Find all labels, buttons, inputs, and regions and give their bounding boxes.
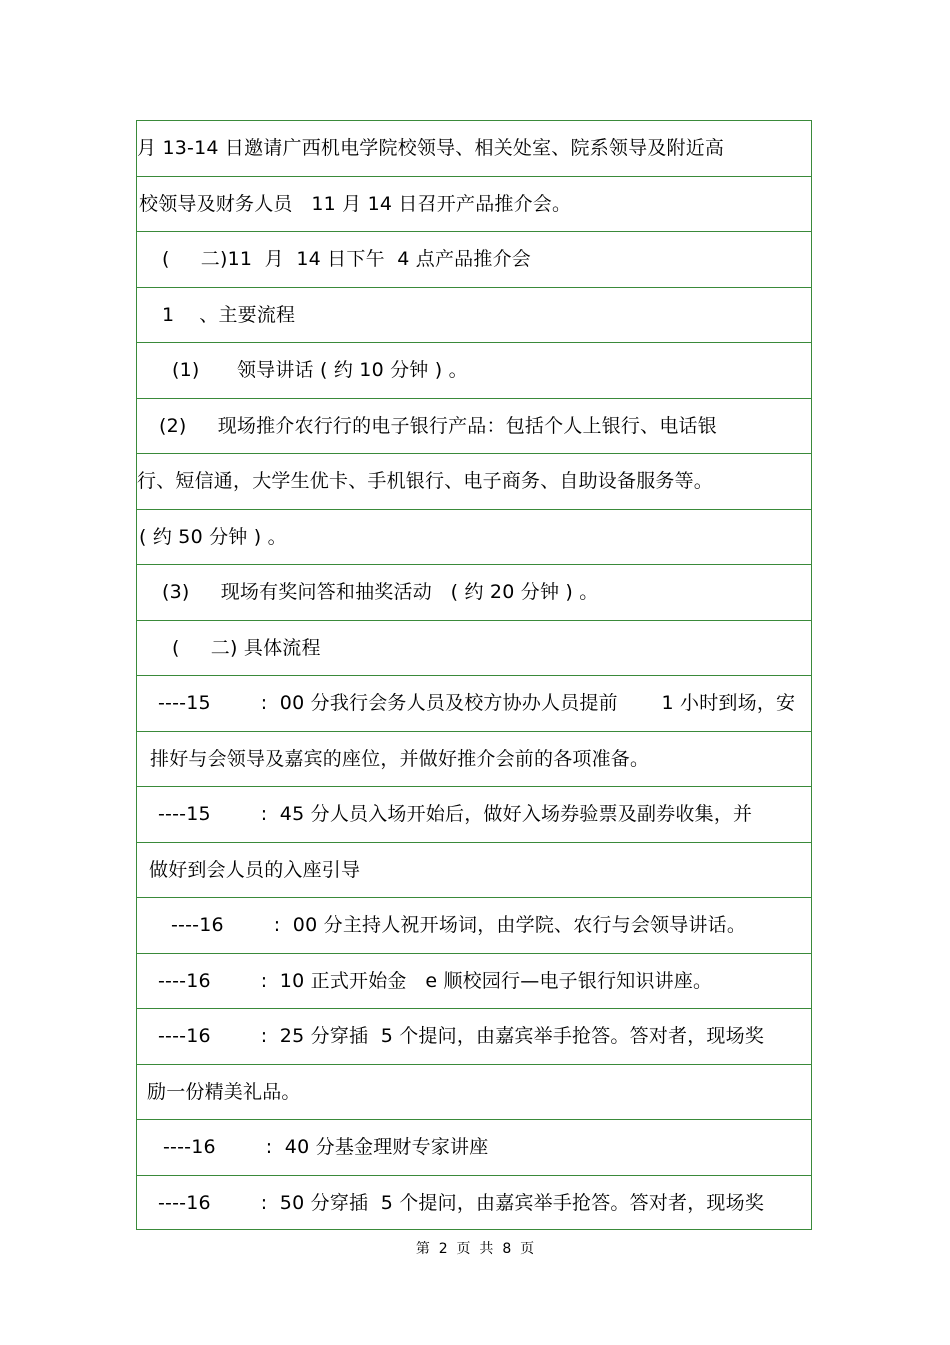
table-row [137, 621, 811, 677]
row-text: 校领导及财务人员 11 月 14 日召开产品推介会。 [139, 192, 572, 215]
row-text: ----16 : 10 正式开始金 e 顺校园行—电子银行知识讲座。 [158, 969, 713, 992]
row-text: ----15 : 45 分人员入场开始后，做好入场券验票及副券收集，并 [158, 803, 753, 826]
table-row [137, 121, 811, 177]
table-row [137, 898, 811, 954]
table-row [137, 232, 811, 288]
row-text: 做好到会人员的入座引导 [149, 858, 361, 881]
row-text: 行、短信通，大学生优卡、手机银行、电子商务、自助设备服务等。 [137, 470, 714, 493]
table-row [137, 1065, 811, 1121]
row-text: ( 约 50 分钟 ) 。 [139, 525, 287, 548]
row-text: 月 13-14 日邀请广西机电学院校领导、相关处室、院系领导及附近高 [137, 137, 725, 160]
row-text: ( 二) 具体流程 [172, 636, 321, 659]
table-row [137, 787, 811, 843]
table-row [137, 1120, 811, 1176]
row-text: 排好与会领导及嘉宾的座位，并做好推介会前的各项准备。 [150, 747, 650, 770]
row-text: ----16 : 40 分基金理财专家讲座 [163, 1136, 489, 1159]
row-text: ----16 : 25 分穿插 5 个提问，由嘉宾举手抢答。答对者，现场奖 [158, 1025, 765, 1048]
table-row [137, 399, 811, 455]
table-row [137, 177, 811, 233]
table-row [137, 843, 811, 899]
table-row [137, 565, 811, 621]
row-text: ----16 : 50 分穿插 5 个提问，由嘉宾举手抢答。答对者，现场奖 [158, 1192, 765, 1215]
row-text: (2) 现场推介农行行的电子银行产品：包括个人上银行、电话银 [159, 414, 717, 437]
row-text: (1) 领导讲话 ( 约 10 分钟 ) 。 [172, 359, 468, 382]
table-row [137, 1176, 811, 1232]
row-text: 1 、主要流程 [162, 303, 296, 326]
document-table [136, 120, 812, 1230]
row-text: (3) 现场有奖问答和抽奖活动 ( 约 20 分钟 ) 。 [162, 581, 599, 604]
row-text: ----15 : 00 分我行会务人员及校方协办人员提前 1 小时到场，安 [158, 692, 796, 715]
row-text: ----16 : 00 分主持人祝开场词，由学院、农行与会领导讲话。 [171, 914, 747, 937]
table-row [137, 676, 811, 732]
row-text: 励一份精美礼品。 [147, 1080, 301, 1103]
table-row [137, 1009, 811, 1065]
table-row [137, 454, 811, 510]
table-row [137, 288, 811, 344]
table-row [137, 510, 811, 566]
row-text: ( 二)11 月 14 日下午 4 点产品推介会 [162, 248, 531, 271]
table-row [137, 732, 811, 788]
table-row [137, 954, 811, 1010]
page-footer: 第 2 页 共 8 页 [415, 1241, 535, 1257]
table-row [137, 343, 811, 399]
